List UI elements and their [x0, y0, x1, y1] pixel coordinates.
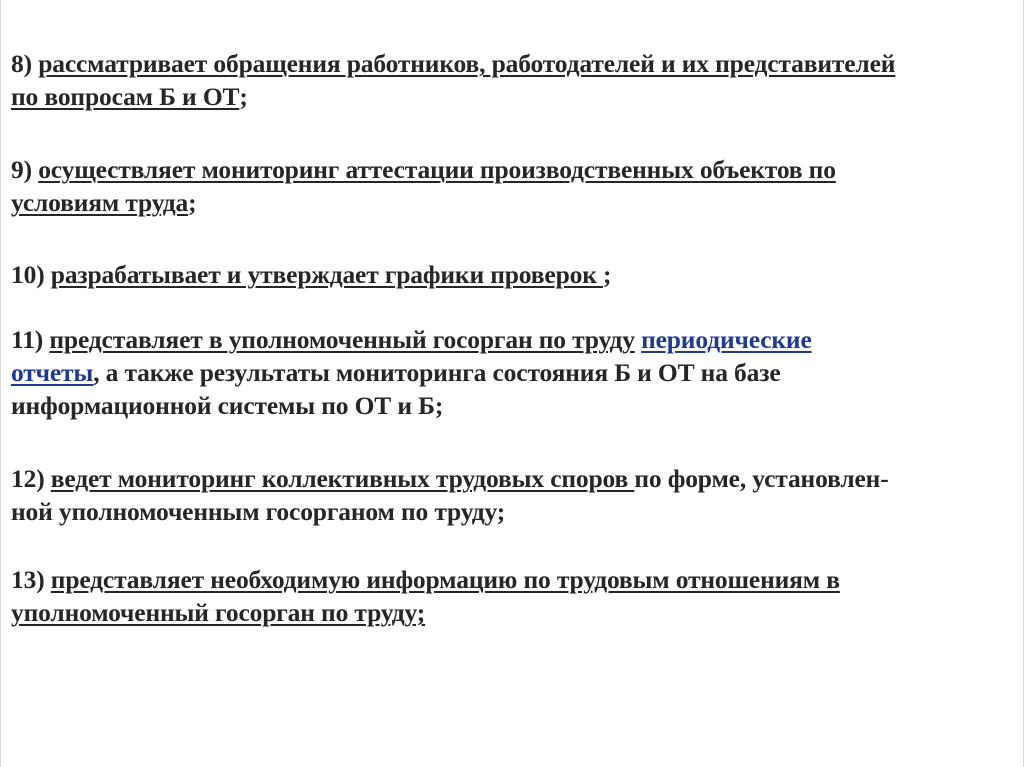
item-11-line-1 [11, 323, 1011, 356]
item-text: по вопросам Б и ОТ [11, 82, 240, 111]
item-text: рассматривает обращения работников, работодателей и их представителей [38, 49, 896, 78]
item-text: информационной системы по ОТ и Б; [11, 391, 444, 420]
item-number: 12) [11, 464, 45, 493]
list-item-9 [11, 153, 1011, 219]
list-item-10 [11, 258, 1011, 291]
item-punct: ; [188, 188, 197, 217]
item-number: 13) [11, 565, 45, 594]
list-item-11 [11, 323, 1011, 422]
list-item-13 [11, 563, 1011, 629]
item-punct: ; [602, 260, 612, 289]
periodic-reports-link[interactable]: периодические [641, 325, 812, 354]
item-text: ной уполномоченным госорганом по труду; [11, 497, 506, 526]
item-9-line-1 [11, 153, 1011, 186]
list-item-8 [11, 47, 1011, 113]
item-8-line-2 [11, 80, 1011, 113]
item-13-line-2 [11, 596, 1011, 629]
item-number: 10) [11, 260, 45, 289]
item-text: , а также результаты мониторинга состояния Б и ОТ на базе [93, 358, 781, 387]
item-text: условиям труда [11, 188, 189, 217]
item-number: 11) [11, 325, 44, 354]
item-11-line-2 [11, 356, 1011, 389]
item-11-line-3 [11, 389, 1011, 422]
item-punct: ; [239, 82, 248, 111]
item-10-line-1 [11, 258, 1011, 291]
item-text: ведет мониторинг коллективных трудовых споров [50, 464, 635, 493]
item-text: разрабатывает и утверждает графики проверок [50, 260, 603, 289]
item-text: осуществляет мониторинг аттестации производственных объектов по [38, 155, 836, 184]
list-item-12 [11, 462, 1011, 528]
item-number: 8) [11, 49, 32, 78]
item-12-line-2 [11, 495, 1011, 528]
item-12-line-1 [11, 462, 1011, 495]
item-text: по форме, установлен- [634, 464, 889, 493]
item-8-line-1 [11, 47, 1011, 80]
item-text: уполномоченный госорган по труду; [11, 598, 426, 627]
item-text: представляет в уполномоченный госорган по труду [49, 325, 635, 354]
item-number: 9) [11, 155, 32, 184]
item-13-line-1 [11, 563, 1011, 596]
item-text: представляет необходимую информацию по трудовым отношениям в [50, 565, 840, 594]
item-9-line-2 [11, 186, 1011, 219]
periodic-reports-link[interactable]: отчеты [11, 358, 94, 387]
